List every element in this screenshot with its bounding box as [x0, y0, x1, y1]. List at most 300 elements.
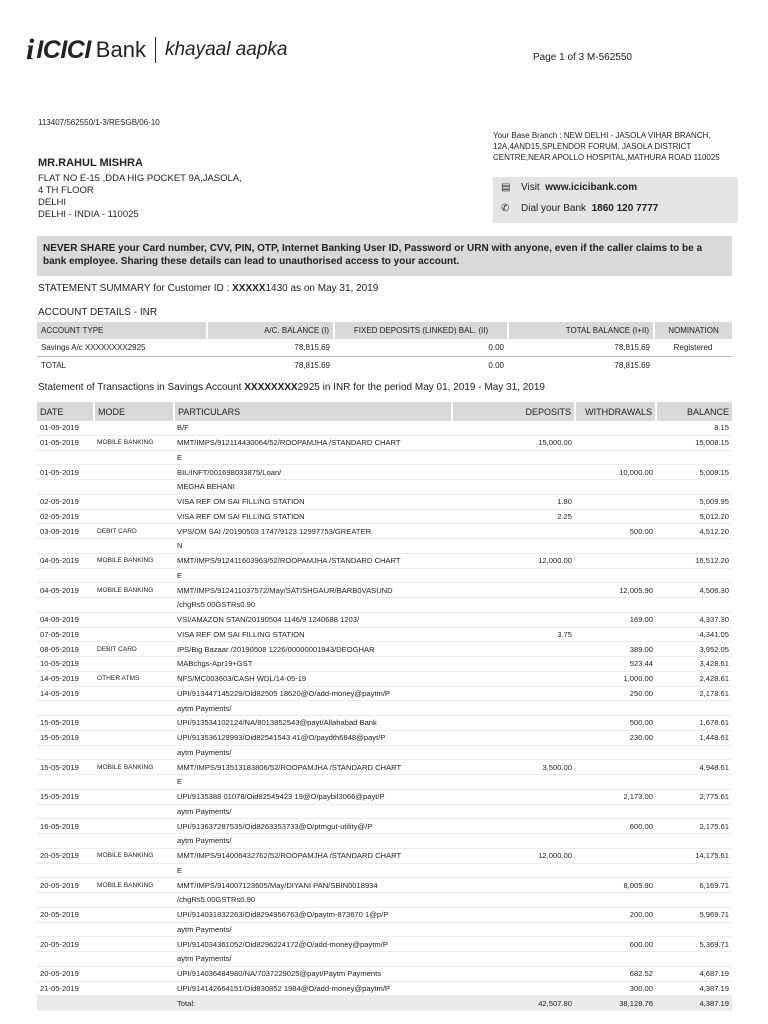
table-cell: 01-05-2019	[37, 465, 94, 480]
table-cell: BIL/INFT/001698033875/Loan/	[174, 465, 452, 480]
table-cell	[94, 568, 174, 583]
table-row	[37, 804, 732, 819]
table-cell	[94, 539, 174, 554]
table-cell	[94, 996, 174, 1011]
table-cell	[37, 568, 94, 583]
table-cell: Savings A/c XXXXXXXX2925	[41, 343, 146, 352]
table-row	[37, 789, 732, 804]
table-row	[37, 848, 732, 863]
table-cell: /chgRs5.00GSTRs0.90	[174, 598, 452, 613]
table-cell	[37, 598, 94, 613]
table-cell	[452, 612, 575, 627]
table-cell: 4,337.30	[656, 612, 732, 627]
table-cell	[452, 745, 575, 760]
table-cell	[654, 357, 732, 375]
table-cell: 78,815.69	[614, 343, 650, 352]
table-row	[37, 450, 732, 465]
table-cell: 250.00	[575, 686, 656, 701]
column-header: DEPOSITS	[452, 402, 575, 421]
table-cell	[656, 893, 732, 908]
table-cell: 5,369.71	[656, 937, 732, 952]
table-cell: aytm Payments/	[174, 952, 452, 967]
table-cell	[94, 701, 174, 716]
table-cell: 20-05-2019	[37, 937, 94, 952]
table-cell	[656, 539, 732, 554]
table-row	[37, 642, 732, 657]
phone-icon: ✆	[501, 203, 510, 214]
table-cell: 04-05-2019	[37, 583, 94, 598]
customer-name: MR.RAHUL MISHRA	[38, 157, 143, 169]
logo-divider	[155, 37, 156, 63]
table-cell: 500.00	[575, 524, 656, 539]
table-cell: 12,000.00	[452, 553, 575, 568]
table-cell: MMT/IMPS/914007123605/May/DIYANI PAN/SBIN0018934	[174, 878, 452, 893]
table-cell: MEGHA BEHANI	[174, 480, 452, 495]
table-cell: 14,175.61	[656, 848, 732, 863]
table-cell: 12,005.90	[575, 583, 656, 598]
table-cell	[94, 922, 174, 937]
table-cell	[656, 450, 732, 465]
table-cell	[452, 981, 575, 996]
table-cell	[575, 568, 656, 583]
table-cell	[94, 686, 174, 701]
table-cell: VISA REF OM SAI FILLING STATION	[174, 627, 452, 642]
table-cell	[37, 834, 94, 849]
table-cell: 1,678.61	[656, 716, 732, 731]
table-cell	[452, 966, 575, 981]
table-cell	[656, 804, 732, 819]
customer-address	[38, 173, 242, 221]
table-cell	[575, 494, 656, 509]
table-cell: 4,506.30	[656, 583, 732, 598]
table-cell	[94, 907, 174, 922]
table-cell: 12,000.00	[452, 848, 575, 863]
table-cell: NFS/MC003603/CASH WDL/14-05-19	[174, 671, 452, 686]
table-cell	[656, 701, 732, 716]
table-cell	[452, 421, 575, 435]
table-cell	[452, 465, 575, 480]
visit-row	[501, 182, 637, 193]
table-cell: 15-05-2019	[37, 789, 94, 804]
table-cell: E	[174, 863, 452, 878]
table-cell: 4,341.05	[656, 627, 732, 642]
column-header: ACCOUNT TYPE	[37, 322, 207, 339]
table-cell: 04-05-2019	[37, 553, 94, 568]
table-row	[37, 966, 732, 981]
table-row	[37, 745, 732, 760]
table-cell	[452, 819, 575, 834]
table-cell: 38,128.76	[575, 996, 656, 1011]
table-row	[37, 893, 732, 908]
table-cell	[575, 509, 656, 524]
table-cell	[575, 952, 656, 967]
table-cell: 2,775.61	[656, 789, 732, 804]
table-row	[37, 494, 732, 509]
table-cell: 682.52	[575, 966, 656, 981]
table-cell	[575, 893, 656, 908]
table-cell	[94, 789, 174, 804]
table-cell	[575, 834, 656, 849]
table-cell: 16,512.20	[656, 553, 732, 568]
table-cell: UPI/913534102124/NA/8013852543@payt/Allahabad Bank	[174, 716, 452, 731]
table-cell: MOBILE BANKING	[94, 878, 174, 893]
table-cell: VISA REF OM SAI FILLING STATION	[174, 509, 452, 524]
table-cell: 15,008.15	[656, 435, 732, 450]
table-cell	[656, 598, 732, 613]
table-cell: 3,500.00	[452, 760, 575, 775]
table-cell	[656, 775, 732, 790]
phone-number: 1860 120 7777	[591, 203, 659, 214]
table-cell	[452, 701, 575, 716]
table-cell	[452, 922, 575, 937]
table-cell	[452, 598, 575, 613]
account-details-title: ACCOUNT DETAILS - INR	[38, 307, 158, 318]
table-cell	[656, 952, 732, 967]
table-cell	[656, 745, 732, 760]
table-cell: 230.00	[575, 730, 656, 745]
table-row	[37, 922, 732, 937]
table-cell: VISA REF OM SAI FILLING STATION	[174, 494, 452, 509]
table-cell	[94, 730, 174, 745]
table-cell	[575, 539, 656, 554]
table-cell	[37, 480, 94, 495]
table-cell	[37, 996, 94, 1011]
table-row	[37, 937, 732, 952]
table-row	[37, 339, 732, 357]
table-cell: 20-05-2019	[37, 848, 94, 863]
column-header: MODE	[94, 402, 174, 421]
table-cell	[94, 421, 174, 435]
table-cell	[656, 834, 732, 849]
table-cell: 04-05-2019	[37, 612, 94, 627]
table-cell	[452, 789, 575, 804]
column-header: A/C. BALANCE (I)	[207, 322, 334, 339]
table-cell	[575, 745, 656, 760]
table-cell: MMT/IMPS/914006432762/52/ROOPAMJHA /STANDARD CHART	[174, 848, 452, 863]
table-row	[37, 701, 732, 716]
table-cell: Registered	[673, 343, 713, 352]
table-cell	[94, 952, 174, 967]
table-cell	[452, 686, 575, 701]
table-cell: UPI/913447145229/Oid82505 18620@O/add-money@paytm/P	[174, 686, 452, 701]
table-cell	[94, 450, 174, 465]
table-cell: MOBILE BANKING	[94, 435, 174, 450]
table-row	[37, 539, 732, 554]
table-cell: UPI/914034361052/Oid8296224172@O/add-money@paytm/P	[174, 937, 452, 952]
table-cell	[575, 804, 656, 819]
table-cell	[94, 981, 174, 996]
table-cell	[37, 952, 94, 967]
column-header: DATE	[37, 402, 94, 421]
column-header: FIXED DEPOSITS (LINKED) BAL. (II)	[334, 322, 508, 339]
dial-row	[501, 203, 658, 214]
table-cell	[94, 834, 174, 849]
table-cell	[452, 524, 575, 539]
table-cell: /chgRs5.00GSTRs0.90	[174, 893, 452, 908]
table-cell: 08-05-2019	[37, 642, 94, 657]
table-total-row	[37, 357, 732, 375]
table-cell: 1,000.00	[575, 671, 656, 686]
table-cell	[452, 642, 575, 657]
table-row	[37, 952, 732, 967]
table-cell	[575, 760, 656, 775]
table-row	[37, 465, 732, 480]
security-warning: NEVER SHARE your Card number, CVV, PIN, OTP, Internet Banking User ID, Password or URN with anyone, even if the caller claims to be a bank employee. Sharing these details can lead to unauthorised access to your account.	[37, 236, 732, 276]
table-cell: 3,428.61	[656, 657, 732, 672]
table-cell: UPI/913536129993/Oid82541543 41@O/paydth6848@payt/P	[174, 730, 452, 745]
table-cell: 10-05-2019	[37, 657, 94, 672]
table-cell: aytm Payments/	[174, 922, 452, 937]
column-header: WITHDRAWALS	[575, 402, 656, 421]
table-cell	[656, 922, 732, 937]
table-cell	[37, 893, 94, 908]
table-row	[37, 863, 732, 878]
table-cell	[37, 701, 94, 716]
table-row	[37, 686, 732, 701]
table-row	[37, 627, 732, 642]
column-header: BALANCE	[656, 402, 732, 421]
table-cell	[452, 716, 575, 731]
table-cell	[575, 848, 656, 863]
table-cell: 600.00	[575, 819, 656, 834]
table-cell	[94, 937, 174, 952]
table-cell	[575, 450, 656, 465]
table-cell	[94, 745, 174, 760]
table-cell: 16-05-2019	[37, 819, 94, 834]
table-row	[37, 421, 732, 435]
table-cell: 169.00	[575, 612, 656, 627]
table-cell: 21-05-2019	[37, 981, 94, 996]
table-cell: E	[174, 450, 452, 465]
computer-icon: ▤	[501, 182, 511, 193]
table-cell	[94, 775, 174, 790]
table-cell: 4,512.20	[656, 524, 732, 539]
table-row	[37, 480, 732, 495]
table-cell: 07-05-2019	[37, 627, 94, 642]
table-cell	[575, 775, 656, 790]
table-cell	[94, 480, 174, 495]
dial-label: Dial your Bank	[521, 203, 587, 214]
table-cell: MABchgs-Apr19+GST	[174, 657, 452, 672]
table-row	[37, 760, 732, 775]
table-cell: 20-05-2019	[37, 966, 94, 981]
address-line: DELHI - INDIA - 110025	[38, 209, 139, 220]
table-cell: 01-05-2019	[37, 435, 94, 450]
website-link[interactable]: www.icicibank.com	[545, 182, 638, 193]
table-cell: IPS/Big Bazaar /20190508 1226/00000001943/DEOGHAR	[174, 642, 452, 657]
statement-title	[38, 382, 545, 393]
table-cell	[452, 937, 575, 952]
table-row	[37, 583, 732, 598]
table-cell: B/F	[174, 421, 452, 435]
table-cell: UPI/913637287535/Oid8263353733@O/ptmgut-utility@/P	[174, 819, 452, 834]
table-cell	[452, 804, 575, 819]
table-total-row	[37, 996, 732, 1011]
table-cell	[94, 465, 174, 480]
table-cell	[37, 804, 94, 819]
table-cell: 500.00	[575, 716, 656, 731]
summary-customer-id: XXXXX	[232, 283, 266, 294]
table-cell: VPS/OM SAI /20190503 1747/9123 12997753/GREATER	[174, 524, 452, 539]
table-cell: 389.00	[575, 642, 656, 657]
table-cell: 15-05-2019	[37, 730, 94, 745]
table-row	[37, 524, 732, 539]
table-cell: aytm Payments/	[174, 804, 452, 819]
column-header: NOMINATION	[654, 322, 732, 339]
table-cell: 8,005.90	[575, 878, 656, 893]
table-cell: MOBILE BANKING	[94, 760, 174, 775]
table-cell: 15-05-2019	[37, 760, 94, 775]
table-cell: N	[174, 539, 452, 554]
table-cell: E	[174, 568, 452, 583]
table-cell	[94, 893, 174, 908]
table-cell	[452, 568, 575, 583]
table-cell: 15-05-2019	[37, 716, 94, 731]
table-header-row	[37, 322, 732, 339]
table-row	[37, 612, 732, 627]
table-cell: 0.00	[334, 357, 508, 375]
table-cell: 78,815.69	[508, 357, 654, 375]
table-cell: 300.00	[575, 981, 656, 996]
table-row	[37, 657, 732, 672]
table-row	[37, 775, 732, 790]
table-cell: 600.00	[575, 937, 656, 952]
table-cell	[575, 435, 656, 450]
table-cell: 20-05-2019	[37, 878, 94, 893]
table-cell: 2,175.61	[656, 819, 732, 834]
address-line: FLAT NO E-15 ,DDA HIG POCKET 9A,JASOLA,	[38, 173, 242, 184]
statement-prefix: Statement of Transactions in Savings Account	[38, 382, 245, 393]
table-row	[37, 509, 732, 524]
address-line: 4 TH FLOOR	[38, 185, 94, 196]
table-row	[37, 435, 732, 450]
table-cell	[452, 863, 575, 878]
table-cell	[452, 834, 575, 849]
base-branch: Your Base Branch : NEW DELHI - JASOLA VIHAR BRANCH, 12A,4AND15,SPLENDOR FORUM, JASOLA DISTRICT CENTRE,NEAR APOLLO HOSPITAL,MATHURA ROAD 110025	[493, 131, 720, 162]
statement-suffix: 2925 in INR for the period May 01, 2019 - May 31, 2019	[297, 382, 545, 393]
table-cell	[452, 952, 575, 967]
table-cell	[575, 553, 656, 568]
table-cell: 6,169.71	[656, 878, 732, 893]
table-cell	[37, 863, 94, 878]
table-row	[37, 598, 732, 613]
table-cell: 14-05-2019	[37, 671, 94, 686]
table-cell	[452, 480, 575, 495]
table-cell: 42,507.80	[452, 996, 575, 1011]
table-cell: 200.00	[575, 907, 656, 922]
table-row	[37, 981, 732, 996]
table-cell: 78,815.69	[294, 343, 330, 352]
table-cell	[575, 701, 656, 716]
table-cell: 20-05-2019	[37, 907, 94, 922]
table-cell	[37, 539, 94, 554]
table-cell	[452, 671, 575, 686]
table-cell	[575, 598, 656, 613]
table-cell	[575, 480, 656, 495]
table-cell: 3,952.05	[656, 642, 732, 657]
table-cell: aytm Payments/	[174, 701, 452, 716]
table-cell: MOBILE BANKING	[94, 583, 174, 598]
table-cell: 2,428.61	[656, 671, 732, 686]
table-cell: 1,448.61	[656, 730, 732, 745]
table-cell: 4,387.19	[656, 996, 732, 1011]
page-info: Page 1 of 3 M-562550	[533, 52, 632, 63]
table-cell	[37, 745, 94, 760]
table-cell	[94, 627, 174, 642]
table-cell: MOBILE BANKING	[94, 553, 174, 568]
table-cell: 03-05-2019	[37, 524, 94, 539]
table-cell: 523.44	[575, 657, 656, 672]
table-cell	[94, 598, 174, 613]
table-cell: OTHER ATMS	[94, 671, 174, 686]
table-cell: 78,815.69	[207, 357, 334, 375]
logo-name: ICICI	[36, 35, 91, 64]
column-header: TOTAL BALANCE (I+II)	[508, 322, 654, 339]
table-cell: 5,012.20	[656, 509, 732, 524]
table-row	[37, 716, 732, 731]
table-cell: 5,009.95	[656, 494, 732, 509]
table-cell	[94, 657, 174, 672]
table-cell	[452, 878, 575, 893]
table-row	[37, 730, 732, 745]
table-row	[37, 834, 732, 849]
column-header: PARTICULARS	[174, 402, 452, 421]
table-cell: MMT/IMPS/912411037572/May/SATISHGAUR/BARB0VASUND	[174, 583, 452, 598]
table-cell	[656, 568, 732, 583]
table-cell: aytm Payments/	[174, 745, 452, 760]
table-cell	[94, 509, 174, 524]
table-row	[37, 907, 732, 922]
table-cell	[452, 450, 575, 465]
table-cell: Total:	[174, 996, 452, 1011]
table-cell: UPI/9135388 01078/Oid82549423 19@O/paybil3066@payt/P	[174, 789, 452, 804]
table-row	[37, 553, 732, 568]
table-row	[37, 568, 732, 583]
reference-code: 113407/562550/1-3/RESGB/06-10	[38, 118, 160, 127]
table-cell: UPI/914036484980/NA/7037229025@payt/Paytm Payments	[174, 966, 452, 981]
table-cell: 02-05-2019	[37, 494, 94, 509]
table-cell: UPI/914031832263/Oid8294956763@O/paytm-873670 1@p/P	[174, 907, 452, 922]
table-cell: DEBIT CARD	[94, 524, 174, 539]
table-cell	[575, 922, 656, 937]
bank-logo	[26, 30, 288, 70]
table-cell: MMT/IMPS/912411603963/52/ROOPAMJHA /STANDARD CHART	[174, 553, 452, 568]
table-cell: 02-05-2019	[37, 509, 94, 524]
logo-mark-icon: i	[26, 33, 35, 66]
table-cell	[452, 775, 575, 790]
table-cell	[575, 421, 656, 435]
logo-bank-word: Bank	[95, 37, 146, 62]
table-cell: UPI/914142664151/Oid830852 1984@O/add-money@paytm/P	[174, 981, 452, 996]
table-cell	[94, 863, 174, 878]
table-cell: 10,000.00	[575, 465, 656, 480]
contact-box	[493, 177, 738, 223]
summary-suffix: 1430 as on May 31, 2019	[265, 283, 379, 294]
table-cell: VSI/AMAZON STAN/20190504 1146/9 1240688 1203/	[174, 612, 452, 627]
table-cell: 8.15	[656, 421, 732, 435]
table-cell: 5,969.71	[656, 907, 732, 922]
table-cell: MMT/IMPS/913513183806/52/ROOPAMJHA /STANDARD CHART	[174, 760, 452, 775]
summary-prefix: STATEMENT SUMMARY for Customer ID :	[38, 283, 233, 294]
table-cell	[37, 775, 94, 790]
table-cell: 5,008.15	[656, 465, 732, 480]
table-row	[37, 671, 732, 686]
table-cell	[94, 494, 174, 509]
table-cell	[452, 539, 575, 554]
table-cell: 2,178.61	[656, 686, 732, 701]
statement-account: XXXXXXXX	[244, 382, 298, 393]
table-cell	[452, 730, 575, 745]
